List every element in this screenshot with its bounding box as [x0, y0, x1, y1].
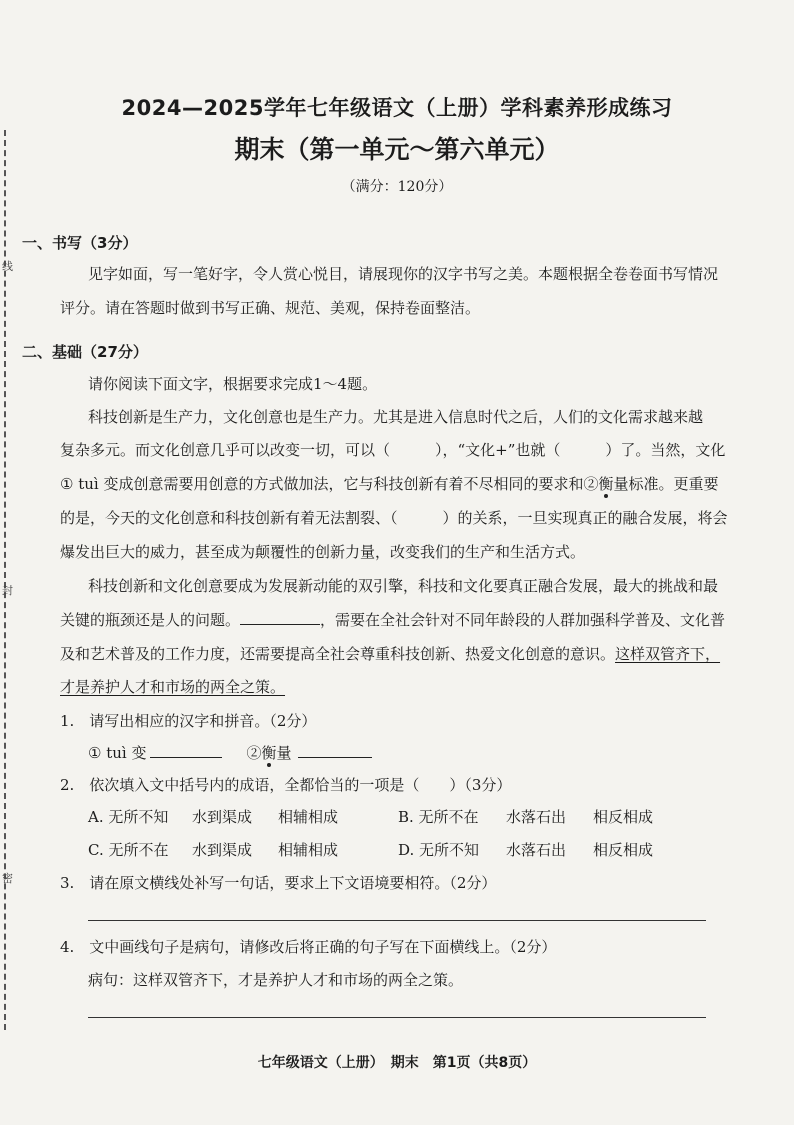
section1-line-1: 见字如面，写一笔好字，令人赏心悦目，请展现你的汉字书写之美。本题根据全卷卷面书写情况	[88, 265, 719, 283]
dotted-char-heng: 衡	[598, 475, 614, 493]
q2-option-b-word2: 水落石出	[506, 808, 567, 826]
passage-p2-line-2-text: 关键的瓶颈还是人的问题。	[60, 611, 241, 629]
passage-p2-line-1: 科技创新和文化创意要成为发展新动能的双引擎，科技和文化要真正融合发展，最大的挑战和最	[88, 577, 719, 595]
q4-sick-sentence: 病句：这样双管齐下，才是养护人才和市场的两全之策。	[88, 971, 464, 989]
passage-p2-line-3-text: 及和艺术普及的工作力度，还需要提高全社会尊重科技创新、热爱文化创意的意识。	[60, 645, 616, 663]
section1-heading: 一、书写（3分）	[22, 234, 138, 252]
passage-p1-line-4: 的是，今天的文化创意和科技创新有着无法割裂、（ ）的关系，一旦实现真正的融合发展，将会	[60, 509, 728, 527]
q2-option-d-word2: 水落石出	[506, 841, 567, 859]
passage-p2-line-4	[60, 676, 285, 697]
full-score: （满分：120分）	[341, 179, 453, 195]
q1-stem: 1. 请写出相应的汉字和拼音。（2分）	[60, 712, 317, 730]
passage-p1-line-3	[60, 473, 719, 494]
q1-item-a: ① tuì 变	[88, 744, 147, 762]
exam-subtitle: 期末（第一单元～第六单元）	[234, 135, 560, 164]
section1-line-2: 评分。请在答题时做到书写正确、规范、美观，保持卷面整洁。	[60, 299, 481, 317]
section2-heading: 二、基础（27分）	[22, 343, 148, 361]
q2-option-d-label: D. 无所不知	[398, 841, 480, 859]
passage-p1-line-1: 科技创新是生产力，文化创意也是生产力。尤其是进入信息时代之后，人们的文化需求越来越	[88, 408, 704, 426]
q2-option-a-word2: 水到渠成	[192, 808, 253, 826]
q2-option-b-label: B. 无所不在	[398, 808, 479, 826]
q1-blank-a[interactable]	[150, 743, 222, 758]
q3-stem: 3. 请在原文横线处补写一句话，要求上下文语境要相符。（2分）	[60, 874, 497, 892]
q2-option-b[interactable]	[398, 806, 479, 827]
q1-item-b-num: ②	[246, 744, 262, 762]
q1-item-b-end: 量	[276, 744, 292, 762]
q2-option-b-word3: 相反相成	[593, 808, 654, 826]
binding-mark-line: 线	[2, 260, 13, 273]
q2-option-a-label: A. 无所不知	[88, 808, 169, 826]
q2-option-a[interactable]	[88, 806, 168, 827]
q2-option-c-word3: 相辅相成	[278, 841, 339, 859]
passage-p2-line-3	[60, 643, 720, 664]
q2-stem: 2. 依次填入文中括号内的成语，全都恰当的一项是（ ）（3分）	[60, 776, 512, 794]
binding-mark-seal: 封	[2, 584, 13, 597]
q2-option-c-word2: 水到渠成	[192, 841, 253, 859]
passage-fill-blank[interactable]	[240, 610, 320, 625]
exam-title: 2024—2025学年七年级语文（上册）学科素养形成练习	[121, 96, 673, 120]
underlined-sentence-part1: 这样双管齐下，	[615, 645, 721, 663]
underlined-sentence-part2: 才是养护人才和市场的两全之策。	[60, 678, 286, 696]
passage-p1-line-2: 复杂多元。而文化创意几乎可以改变一切，可以（ ），“文化+”也就（ ）了。当然，文化	[60, 441, 726, 459]
page-footer: 七年级语文（上册） 期末 第1页（共8页）	[257, 1055, 537, 1071]
q4-answer-line[interactable]	[88, 1017, 706, 1018]
q2-option-d-word3: 相反相成	[593, 841, 654, 859]
passage-p1-line-5: 爆发出巨大的威力，甚至成为颠覆性的创新力量，改变我们的生产和生活方式。	[60, 543, 586, 561]
passage-p1-line-3-text: ① tuì 变成创意需要用创意的方式做加法，它与科技创新有着不尽相同的要求和②	[60, 475, 599, 493]
q1-blank-b[interactable]	[298, 743, 372, 758]
passage-p2-line-2-end: ，需要在全社会针对不同年龄段的人群加强科学普及、文化普	[320, 611, 726, 629]
q2-option-a-word3: 相辅相成	[278, 808, 339, 826]
q2-option-d[interactable]	[398, 839, 479, 860]
q2-option-c-label: C. 无所不在	[88, 841, 169, 859]
q1-dotted-char: 衡	[261, 744, 277, 762]
q4-stem: 4. 文中画线句子是病句，请修改后将正确的句子写在下面横线上。（2分）	[60, 938, 557, 956]
passage-p2-line-2	[60, 609, 725, 630]
q2-option-c[interactable]	[88, 839, 168, 860]
reading-intro: 请你阅读下面文字，根据要求完成1～4题。	[88, 375, 378, 393]
q1-answers	[88, 742, 372, 763]
q3-answer-line[interactable]	[88, 920, 706, 921]
passage-p1-line-3-end: 量标准。更重要	[613, 475, 719, 493]
binding-mark-secret: 密	[2, 872, 13, 885]
